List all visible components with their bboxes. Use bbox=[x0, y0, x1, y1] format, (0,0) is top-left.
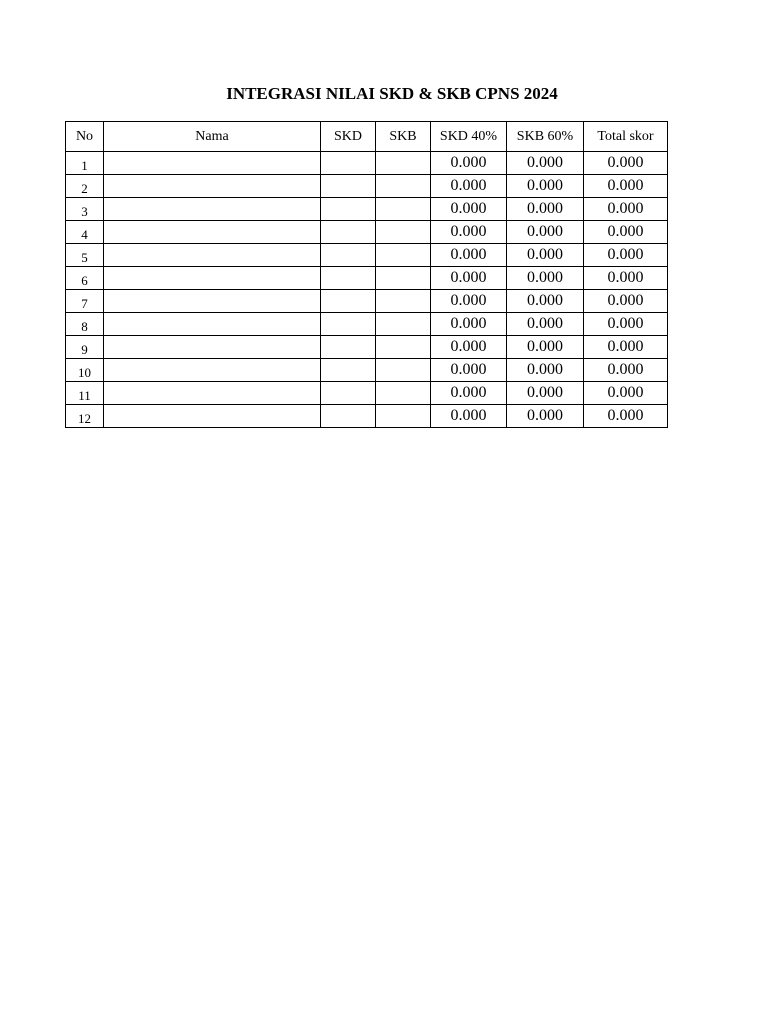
document-title: INTEGRASI NILAI SKD & SKB CPNS 2024 bbox=[226, 84, 558, 103]
cell-skd bbox=[321, 290, 376, 313]
table-row bbox=[66, 221, 668, 244]
cell-skd-40: 0.000 bbox=[431, 382, 507, 405]
cell-no: 5 bbox=[66, 244, 104, 267]
cell-nama bbox=[104, 221, 321, 244]
cell-total-skor: 0.000 bbox=[584, 152, 668, 175]
cell-nama bbox=[104, 359, 321, 382]
cell-skd-40: 0.000 bbox=[431, 175, 507, 198]
cell-skb-60: 0.000 bbox=[507, 221, 584, 244]
cell-skb bbox=[376, 198, 431, 221]
table-row bbox=[66, 198, 668, 221]
cell-nama bbox=[104, 290, 321, 313]
cell-total-skor: 0.000 bbox=[584, 221, 668, 244]
cell-nama bbox=[104, 267, 321, 290]
cell-no: 7 bbox=[66, 290, 104, 313]
cell-skd bbox=[321, 405, 376, 428]
cell-skb-60: 0.000 bbox=[507, 313, 584, 336]
cell-total-skor: 0.000 bbox=[584, 313, 668, 336]
table-row bbox=[66, 267, 668, 290]
cell-skb-60: 0.000 bbox=[507, 175, 584, 198]
cell-nama bbox=[104, 313, 321, 336]
cell-skd bbox=[321, 244, 376, 267]
cell-no: 8 bbox=[66, 313, 104, 336]
cell-skb bbox=[376, 175, 431, 198]
cell-skd bbox=[321, 359, 376, 382]
cell-skb bbox=[376, 405, 431, 428]
cell-nama bbox=[104, 382, 321, 405]
cell-skd bbox=[321, 267, 376, 290]
cell-nama bbox=[104, 152, 321, 175]
cell-skd bbox=[321, 382, 376, 405]
cell-no: 9 bbox=[66, 336, 104, 359]
cell-no: 10 bbox=[66, 359, 104, 382]
cell-skd bbox=[321, 313, 376, 336]
cell-skb-60: 0.000 bbox=[507, 244, 584, 267]
cell-no: 6 bbox=[66, 267, 104, 290]
cell-skb-60: 0.000 bbox=[507, 336, 584, 359]
table-body bbox=[66, 152, 668, 428]
cell-skb-60: 0.000 bbox=[507, 405, 584, 428]
cell-skd bbox=[321, 152, 376, 175]
cell-total-skor: 0.000 bbox=[584, 382, 668, 405]
cell-skd-40: 0.000 bbox=[431, 359, 507, 382]
header-skb: SKB bbox=[376, 122, 431, 152]
cell-total-skor: 0.000 bbox=[584, 290, 668, 313]
cell-skb bbox=[376, 336, 431, 359]
table-row bbox=[66, 313, 668, 336]
header-no: No bbox=[66, 122, 104, 152]
header-total-skor: Total skor bbox=[584, 122, 668, 152]
table-row bbox=[66, 175, 668, 198]
cell-total-skor: 0.000 bbox=[584, 359, 668, 382]
cell-skb-60: 0.000 bbox=[507, 267, 584, 290]
cell-nama bbox=[104, 405, 321, 428]
cell-skd-40: 0.000 bbox=[431, 313, 507, 336]
cell-nama bbox=[104, 198, 321, 221]
cell-skd-40: 0.000 bbox=[431, 267, 507, 290]
cell-no: 4 bbox=[66, 221, 104, 244]
cell-skd-40: 0.000 bbox=[431, 405, 507, 428]
cell-total-skor: 0.000 bbox=[584, 175, 668, 198]
cell-no: 11 bbox=[66, 382, 104, 405]
cell-skb-60: 0.000 bbox=[507, 359, 584, 382]
cell-total-skor: 0.000 bbox=[584, 405, 668, 428]
cell-skd-40: 0.000 bbox=[431, 244, 507, 267]
cell-skb bbox=[376, 382, 431, 405]
cell-no: 2 bbox=[66, 175, 104, 198]
cell-skb bbox=[376, 290, 431, 313]
header-skb-60: SKB 60% bbox=[507, 122, 584, 152]
cell-nama bbox=[104, 244, 321, 267]
table-row bbox=[66, 244, 668, 267]
score-table bbox=[65, 121, 668, 428]
table-header-row bbox=[66, 122, 668, 152]
cell-skb-60: 0.000 bbox=[507, 152, 584, 175]
cell-skd bbox=[321, 198, 376, 221]
cell-skd-40: 0.000 bbox=[431, 221, 507, 244]
cell-skb bbox=[376, 267, 431, 290]
cell-skb bbox=[376, 313, 431, 336]
cell-no: 1 bbox=[66, 152, 104, 175]
cell-skb bbox=[376, 221, 431, 244]
cell-skd-40: 0.000 bbox=[431, 198, 507, 221]
cell-nama bbox=[104, 175, 321, 198]
cell-skd-40: 0.000 bbox=[431, 152, 507, 175]
cell-skb-60: 0.000 bbox=[507, 290, 584, 313]
cell-nama bbox=[104, 336, 321, 359]
cell-no: 3 bbox=[66, 198, 104, 221]
cell-total-skor: 0.000 bbox=[584, 244, 668, 267]
cell-skd bbox=[321, 336, 376, 359]
header-skd-40: SKD 40% bbox=[431, 122, 507, 152]
cell-skb-60: 0.000 bbox=[507, 382, 584, 405]
cell-skd bbox=[321, 175, 376, 198]
header-nama: Nama bbox=[104, 122, 321, 152]
cell-skd-40: 0.000 bbox=[431, 290, 507, 313]
cell-total-skor: 0.000 bbox=[584, 267, 668, 290]
cell-skb bbox=[376, 359, 431, 382]
cell-no: 12 bbox=[66, 405, 104, 428]
table-row bbox=[66, 290, 668, 313]
cell-skb bbox=[376, 244, 431, 267]
cell-total-skor: 0.000 bbox=[584, 198, 668, 221]
cell-skd-40: 0.000 bbox=[431, 336, 507, 359]
table-row bbox=[66, 382, 668, 405]
header-skd: SKD bbox=[321, 122, 376, 152]
cell-total-skor: 0.000 bbox=[584, 336, 668, 359]
cell-skb bbox=[376, 152, 431, 175]
table-row bbox=[66, 152, 668, 175]
table-row bbox=[66, 405, 668, 428]
cell-skd bbox=[321, 221, 376, 244]
table-row bbox=[66, 359, 668, 382]
table-row bbox=[66, 336, 668, 359]
cell-skb-60: 0.000 bbox=[507, 198, 584, 221]
